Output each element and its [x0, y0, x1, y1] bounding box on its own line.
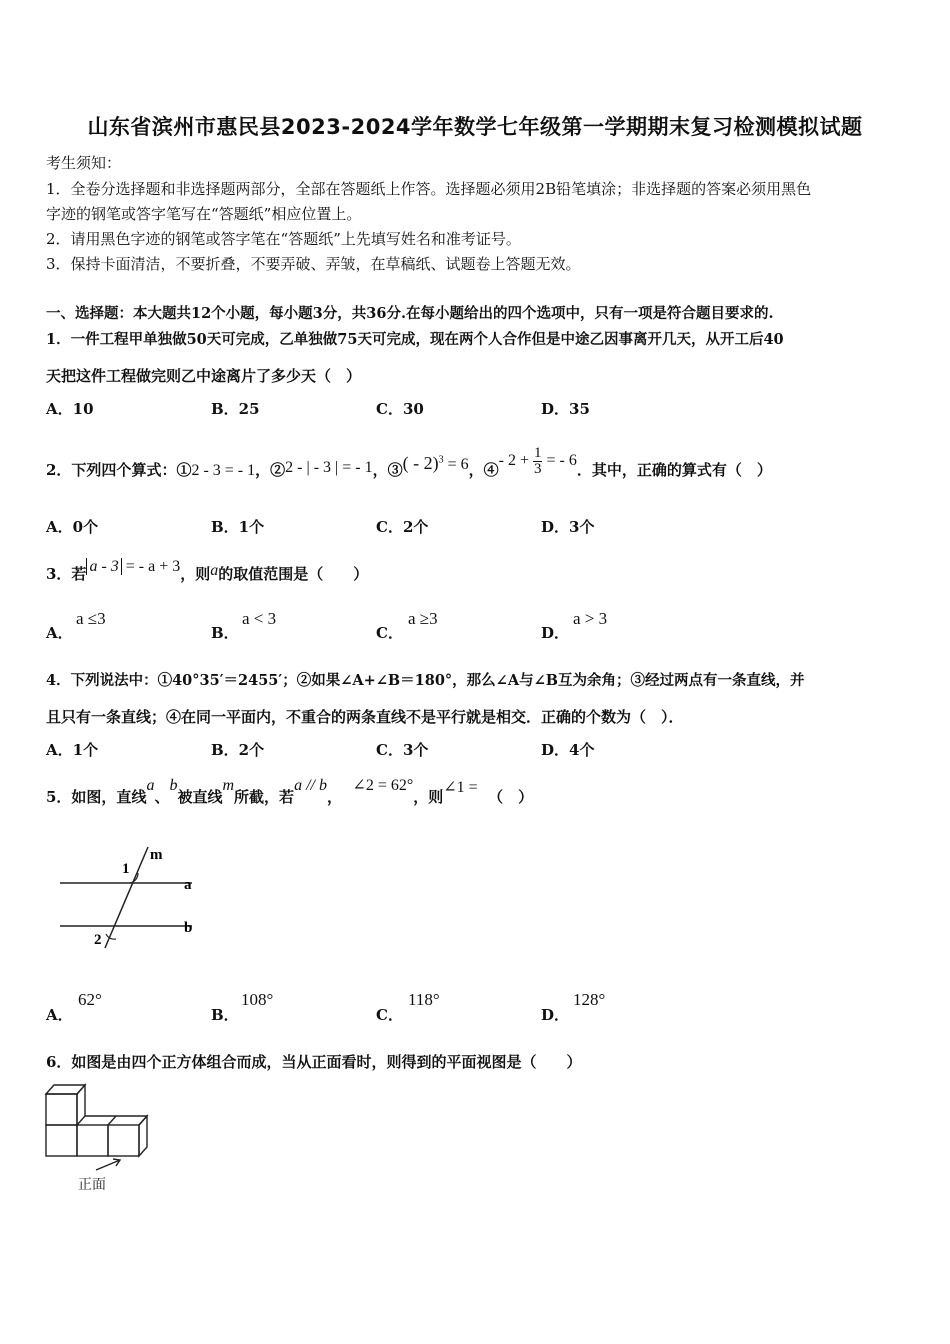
q1-option-a[interactable]: A．10: [46, 400, 94, 418]
q5-option-c-label[interactable]: C．: [376, 1006, 403, 1024]
q5-part-7: （ ）: [488, 788, 534, 806]
q3-option-c-value[interactable]: a ≥3: [408, 609, 438, 628]
q2-sep-2: ，③: [372, 461, 403, 480]
q3-option-c-label[interactable]: C．: [376, 624, 403, 642]
notice-line-3: 3．保持卡面清洁，不要折叠，不要弄破、弄皱，在草稿纸、试题卷上答题无效。: [46, 255, 581, 273]
q4-option-a[interactable]: A．1个: [46, 741, 99, 759]
q5-part-5: ，: [326, 788, 342, 806]
cube-bottom-top-edge: [85, 1116, 147, 1125]
q2-suffix: ．其中，正确的算式有（ ）: [576, 461, 772, 480]
q2-option-b[interactable]: B．1个: [211, 518, 265, 536]
q5-stem: [46, 777, 534, 807]
q2-expr-1: 2 - 3 = - 1: [191, 462, 256, 480]
q6-stem: 6．如图是由四个正方体组合而成，当从正面看时，则得到的平面视图是（ ）: [46, 1053, 582, 1071]
label-b: b: [184, 920, 193, 936]
q1-option-d[interactable]: D．35: [541, 400, 590, 418]
q3-mid: ，则: [180, 565, 211, 583]
q1-option-b[interactable]: B．25: [211, 400, 260, 418]
q1-line-1: 1．一件工程甲单独做50天可完成，乙单独做75天可完成，现在两个人合作但是中途乙因事离开几天，从开工后40: [46, 331, 784, 348]
q3-abs-expr: a - 3: [89, 558, 119, 575]
q2-expr-3-base: ( - 2): [402, 453, 439, 474]
cube-top-side: [77, 1085, 85, 1125]
front-label: 正面: [78, 1177, 106, 1193]
q2-expr-4-left: - 2 +: [498, 452, 529, 470]
q3-var: a: [210, 562, 219, 579]
q2-expr-2: 2 - | - 3 | = - 1: [285, 459, 373, 477]
q3-option-d-label[interactable]: D．: [541, 624, 570, 642]
cube-top-front: [46, 1094, 77, 1125]
label-angle-1: 1: [122, 861, 130, 877]
q5-option-b-value[interactable]: 108°: [241, 990, 274, 1009]
q2-expr-4-right: = - 6: [546, 452, 577, 470]
q2-sep-1: ，②: [255, 461, 286, 480]
q6-cube-figure: [40, 1078, 170, 1196]
q2-expr-3-result: = 6: [447, 456, 469, 474]
q2-fraction-num: 1: [533, 445, 542, 461]
q3-option-d-value[interactable]: a > 3: [573, 609, 608, 628]
q5-part-1: 5．如图，直线: [46, 788, 147, 806]
q5-option-a-value[interactable]: 62°: [78, 990, 102, 1009]
q5-part-6: ，则: [413, 788, 444, 806]
q5-part-2: 、: [154, 788, 170, 806]
q5-option-d-value[interactable]: 128°: [573, 990, 606, 1009]
q5-part-3: 被直线: [177, 788, 223, 806]
notice-heading: 考生须知：: [46, 154, 122, 172]
q5-figure: [50, 835, 270, 955]
cube-bottom-1: [46, 1125, 77, 1156]
q4-option-b[interactable]: B．2个: [211, 741, 265, 759]
q5-var-b: b: [169, 777, 178, 794]
notice-line-2: 2．请用黑色字迹的钢笔或答字笔在“答题纸”上先填写姓名和准考证号。: [46, 230, 521, 248]
section-heading: 一、选择题：本大题共12个小题，每小题3分，共36分.在每小题给出的四个选项中，只有一项是符合题目要求的.: [46, 305, 774, 322]
q3-stem: [46, 558, 369, 584]
q3-rest-expr: = - a + 3: [125, 558, 181, 575]
q2-expr-3-exponent: 3: [438, 454, 444, 466]
q2-stem: [46, 445, 772, 487]
q5-option-c-value[interactable]: 118°: [408, 990, 440, 1009]
q3-option-b-label[interactable]: B．: [211, 624, 239, 642]
q5-part-4: 所截，若: [234, 788, 295, 806]
cube-top-top: [46, 1085, 85, 1094]
q5-ask: ∠1 =: [443, 779, 478, 796]
q2-option-d[interactable]: D．3个: [541, 518, 595, 536]
page-title: 山东省滨州市惠民县2023-2024学年数学七年级第一学期期末复习检测模拟试题: [87, 115, 863, 139]
notice-line-1b: 字迹的钢笔或答字笔写在“答题纸”相应位置上。: [46, 205, 362, 223]
label-m: m: [150, 847, 163, 863]
q2-prefix: 2．下列四个算式：①: [46, 461, 192, 480]
q1-line-2: 天把这件工程做完则乙中途离片了多少天（ ）: [46, 367, 362, 385]
q4-option-d[interactable]: D．4个: [541, 741, 595, 759]
label-angle-2: 2: [94, 932, 102, 948]
notice-line-1a: 1．全卷分选择题和非选择题两部分，全部在答题纸上作答。选择题必须用2B铅笔填涂；非选择题的答案必须用黑色: [46, 180, 812, 198]
q5-option-a-label[interactable]: A．: [46, 1006, 73, 1024]
cube-bottom-side: [139, 1116, 147, 1156]
q5-var-a: a: [146, 777, 155, 794]
q5-option-d-label[interactable]: D．: [541, 1006, 570, 1024]
cube-bottom-2: [77, 1125, 108, 1156]
q4-option-c[interactable]: C．3个: [376, 741, 429, 759]
q3-suffix: 的取值范围是（ ）: [218, 565, 369, 583]
cube-bottom-3: [108, 1125, 139, 1156]
q2-fraction: [533, 446, 543, 477]
q2-option-a[interactable]: A．0个: [46, 518, 99, 536]
q3-option-b-value[interactable]: a < 3: [242, 609, 277, 628]
cube-bottom-top-divider: [108, 1116, 116, 1125]
q5-condition-angle: ∠2 = 62°: [352, 777, 414, 794]
q5-option-b-label[interactable]: B．: [211, 1006, 239, 1024]
q5-condition-parallel: a // b: [294, 777, 327, 794]
q2-option-c[interactable]: C．2个: [376, 518, 429, 536]
q3-option-a-value[interactable]: a ≤3: [76, 609, 106, 628]
q3-option-a-label[interactable]: A．: [46, 624, 73, 642]
q1-option-c[interactable]: C．30: [376, 400, 424, 418]
q2-fraction-den: 3: [533, 461, 542, 477]
label-a: a: [184, 877, 192, 893]
q4-line-2: 且只有一条直线；④在同一平面内，不重合的两条直线不是平行就是相交．正确的个数为（ ）．: [46, 708, 684, 726]
q4-line-1: 4．下列说法中：①40°35′＝2455′；②如果∠A+∠B＝180°，那么∠A与∠B互为余角；③经过两点有一条直线，并: [46, 672, 805, 689]
q2-sep-3: ，④: [468, 461, 499, 480]
q5-var-m: m: [222, 777, 235, 794]
q3-prefix: 3．若: [46, 565, 87, 583]
